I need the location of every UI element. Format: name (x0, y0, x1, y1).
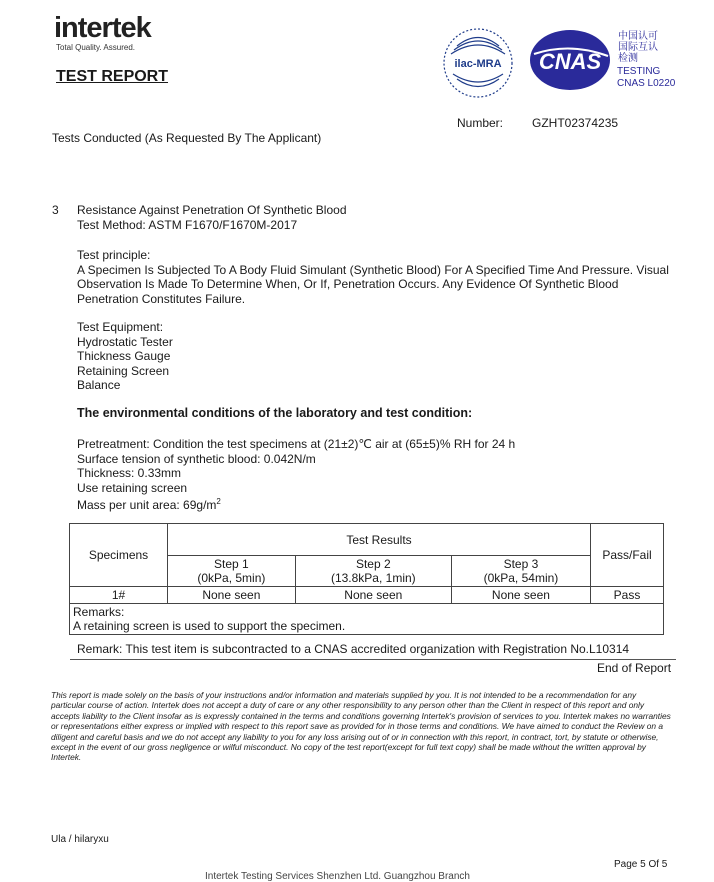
disclaimer: This report is made solely on the basis of your instructions and/or information and materials supplied by you. It is not intended to be a recommendation for any particular course of action. Intertek does not accept a duty of care or any other responsibility to any person other than the Client in respect of this report and only accepts liability to the Client insofar as is expressly contained in the terms and conditions governing Intertek's provision of services to you. Intertek makes no warranties or representations either express or implied with respect to this report save as provided for in those terms and conditions. We have aimed to conduct the Review on a diligent and careful basis and we do not accept any liability to you for any loss arising out of or in connection with this report, in contract, tort, by statute or otherwise, except in the event of our gross negligence or wilful misconduct. No copy of the test report(except for full text copy) shall be made without the written approval by Intertek. (51, 690, 671, 763)
equipment-item: Retaining Screen (77, 364, 170, 378)
test-method: Test Method: ASTM F1670/F1670M-2017 (77, 218, 298, 232)
principle-line-1: A Specimen Is Subjected To A Body Fluid Simulant (Synthetic Blood) For A Specified Time And Pressure. Visual (77, 263, 669, 277)
step-1-header: Step 1 (0kPa, 5min) (168, 556, 296, 587)
section-number: 3 (52, 203, 59, 217)
report-number-value: GZHT02374235 (532, 116, 619, 130)
principle-line-3: Penetration Constitutes Failure. (77, 292, 246, 306)
table-remarks: Remarks: A retaining screen is used to support the specimen. (70, 604, 664, 635)
divider (70, 659, 676, 660)
footer-user: Ula / hilaryxu (51, 834, 109, 845)
footer-company-line: Intertek Testing Services Shenzhen Ltd. Guangzhou Branch (205, 871, 470, 882)
report-title: TEST REPORT (56, 68, 169, 85)
cnas-testing-text: TESTING CNAS L0220 (617, 66, 676, 89)
step-1-result: None seen (168, 587, 296, 604)
intertek-logo: intertek (54, 12, 151, 44)
step-3-result: None seen (451, 587, 590, 604)
cnas-logo-label: CNAS (538, 49, 602, 74)
equipment-label: Test Equipment: (77, 320, 164, 334)
condition-mass: Mass per unit area: $69g/m^2$ (77, 497, 221, 512)
ilac-label: ilac-MRA (454, 58, 502, 70)
equipment-item: Thickness Gauge (77, 349, 171, 363)
page-number: Page 5 Of 5 (614, 859, 668, 870)
subcontract-remark: Remark: This test item is subcontracted to a CNAS accredited organization with Registration No.L10314 (77, 642, 630, 656)
col-specimens: Specimens (70, 524, 168, 587)
tests-conducted-heading: Tests Conducted (As Requested By The Applicant) (52, 131, 322, 145)
end-of-report: End of Report (597, 661, 672, 675)
condition-thickness: Thickness: 0.33mm (77, 466, 182, 480)
cnas-chinese-text: 中国认可 国际互认 检测 (618, 31, 658, 64)
logo-tagline: Total Quality. Assured. (56, 43, 135, 52)
section-title: Resistance Against Penetration Of Synthetic Blood (77, 203, 347, 217)
specimen-id: 1# (70, 587, 168, 604)
env-conditions-heading: The environmental conditions of the laboratory and test condition: (77, 406, 473, 420)
equipment-item: Balance (77, 378, 121, 392)
condition-surface-tension: Surface tension of synthetic blood: 0.042N/m (77, 452, 316, 466)
cnas-logo (528, 28, 612, 92)
col-test-results: Test Results (168, 524, 591, 556)
table-row (70, 587, 664, 604)
step-2-header: Step 2 (13.8kPa, 1min) (295, 556, 451, 587)
condition-pretreatment: Pretreatment: Condition the test specimens at (21±2)℃ air at (65±5)% RH for 24 h (77, 437, 516, 451)
equipment-item: Hydrostatic Tester (77, 335, 173, 349)
step-2-result: None seen (295, 587, 451, 604)
results-table (69, 523, 664, 635)
condition-retaining-screen: Use retaining screen (77, 481, 188, 495)
ilac-mra-logo (441, 26, 515, 100)
step-3-header: Step 3 (0kPa, 54min) (451, 556, 590, 587)
principle-line-2: Observation Is Made To Determine When, Or If, Penetration Occurs. Any Evidence Of Synthetic Blood (77, 277, 619, 291)
verdict: Pass (591, 587, 664, 604)
principle-label: Test principle: (77, 248, 151, 262)
report-number-label: Number: (457, 116, 504, 130)
col-pass-fail: Pass/Fail (591, 524, 664, 587)
